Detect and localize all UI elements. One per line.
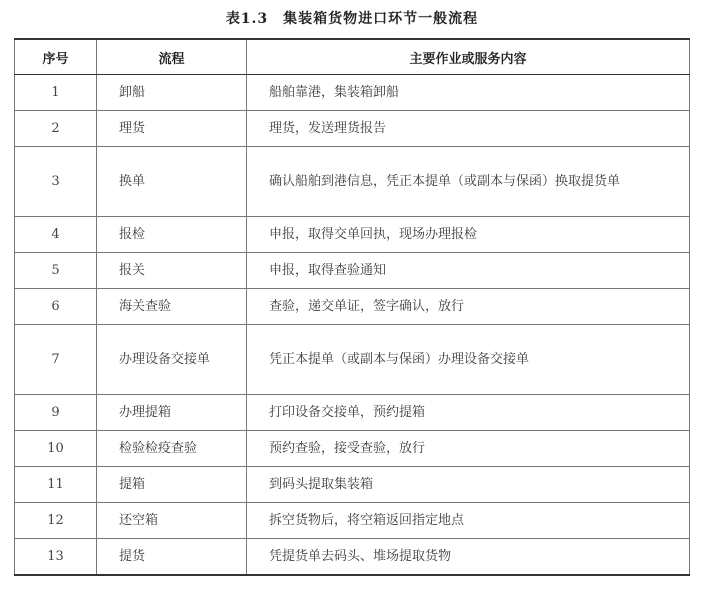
- row-content: 预约查验，接受查验，放行: [247, 431, 690, 467]
- row-number: 9: [15, 395, 97, 431]
- row-number: 13: [15, 539, 97, 576]
- table-row: [15, 503, 690, 539]
- row-content: 查验，递交单证，签字确认，放行: [247, 289, 690, 325]
- row-content: 拆空货物后，将空箱返回指定地点: [247, 503, 690, 539]
- row-number: 2: [15, 111, 97, 147]
- row-content: 凭正本提单（或副本与保函）办理设备交接单: [247, 325, 690, 395]
- header-process: 流程: [97, 39, 247, 75]
- row-content: 申报，取得交单回执，现场办理报检: [247, 217, 690, 253]
- row-number: 4: [15, 217, 97, 253]
- table-row: [15, 395, 690, 431]
- row-process: 卸船: [97, 75, 247, 111]
- row-content: 到码头提取集装箱: [247, 467, 690, 503]
- row-number: 1: [15, 75, 97, 111]
- table-row: [15, 75, 690, 111]
- row-process: 换单: [97, 147, 247, 217]
- row-process: 提货: [97, 539, 247, 576]
- row-number: 6: [15, 289, 97, 325]
- row-process: 办理提箱: [97, 395, 247, 431]
- table-row: [15, 289, 690, 325]
- row-process: 报关: [97, 253, 247, 289]
- row-process: 报检: [97, 217, 247, 253]
- row-number: 5: [15, 253, 97, 289]
- row-process: 理货: [97, 111, 247, 147]
- row-content: 凭提货单去码头、堆场提取货物: [247, 539, 690, 576]
- table-row: [15, 217, 690, 253]
- import-process-table: [14, 38, 690, 576]
- table-row: [15, 467, 690, 503]
- row-content: 打印设备交接单，预约提箱: [247, 395, 690, 431]
- table-row: [15, 111, 690, 147]
- row-number: 12: [15, 503, 97, 539]
- table-row: [15, 325, 690, 395]
- row-process: 还空箱: [97, 503, 247, 539]
- header-serial-number: 序号: [15, 39, 97, 75]
- table-caption: 表1.3 集装箱货物进口环节一般流程: [225, 11, 479, 27]
- row-number: 11: [15, 467, 97, 503]
- table-row: [15, 431, 690, 467]
- row-content: 船舶靠港，集装箱卸船: [247, 75, 690, 111]
- row-process: 海关查验: [97, 289, 247, 325]
- row-number: 3: [15, 147, 97, 217]
- header-main-content: 主要作业或服务内容: [247, 39, 690, 75]
- row-process: 提箱: [97, 467, 247, 503]
- row-number: 7: [15, 325, 97, 395]
- row-number: 10: [15, 431, 97, 467]
- table-row: [15, 253, 690, 289]
- row-process: 办理设备交接单: [97, 325, 247, 395]
- row-content: 申报，取得查验通知: [247, 253, 690, 289]
- row-content: 理货，发送理货报告: [247, 111, 690, 147]
- table-row: [15, 147, 690, 217]
- table-header-row: [15, 39, 690, 75]
- row-process: 检验检疫查验: [97, 431, 247, 467]
- table-row: [15, 539, 690, 576]
- row-content: 确认船舶到港信息，凭正本提单（或副本与保函）换取提货单: [247, 147, 690, 217]
